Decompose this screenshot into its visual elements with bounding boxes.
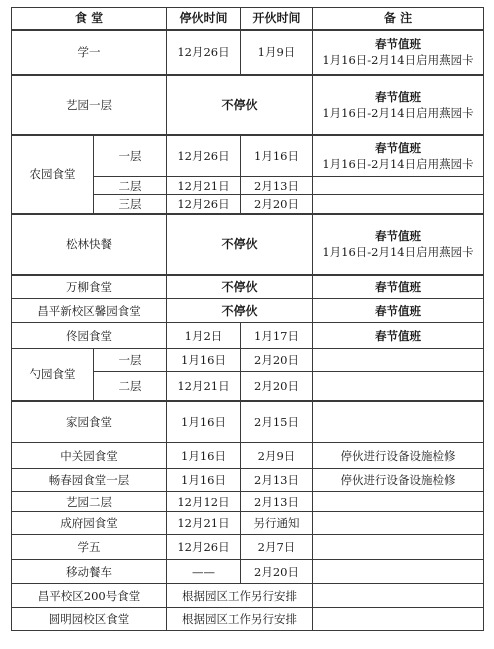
duty-note: 春节值班 [375,229,421,243]
floor-label: 一层 [94,135,167,177]
open-date: 另行通知 [241,512,313,535]
close-date: 1月16日 [167,443,241,469]
card-note: 1月16日-2月14日启用燕园卡 [322,156,474,171]
table-row [12,584,484,608]
repair-note: 停伙进行设备设施检修 [313,469,484,492]
close-date: 1月16日 [167,349,241,372]
table-row [12,512,484,535]
close-date: 12月12日 [167,492,241,512]
canteen-name: 昌平新校区馨园食堂 [12,299,167,323]
table-row [12,492,484,512]
canteen-name: 艺园二层 [12,492,167,512]
table-row [12,323,484,349]
open-date: 1月9日 [241,30,313,75]
card-note: 1月16日-2月14日启用燕园卡 [322,105,474,120]
duty-note: 春节值班 [375,89,421,104]
table-row [12,214,484,275]
table-row [12,349,484,372]
close-date: 12月26日 [167,535,241,560]
duty-note: 春节值班 [313,275,484,299]
table-row [12,560,484,584]
canteen-name: 松林快餐 [12,214,167,275]
note-cell [313,195,484,214]
table-row [12,75,484,135]
close-date: 12月26日 [167,30,241,75]
floor-label: 三层 [94,195,167,214]
table-row [12,535,484,560]
canteen-name: 艺园一层 [12,75,167,135]
table-row [12,443,484,469]
close-date: 12月21日 [167,512,241,535]
canteen-name: 家园食堂 [12,401,167,443]
close-date: 12月21日 [167,177,241,195]
arrangement-note: 根据园区工作另行安排 [167,584,313,608]
canteen-name: 勺园食堂 [12,349,94,401]
header-canteen: 食 堂 [12,8,167,30]
arrangement-note: 根据园区工作另行安排 [167,608,313,631]
open-date: 2月15日 [241,401,313,443]
table-row [12,299,484,323]
header-open-time: 开伙时间 [241,8,313,30]
no-closure: 不停伙 [167,275,313,299]
no-closure: 不停伙 [167,299,313,323]
note-cell [313,135,484,177]
open-date: 2月20日 [241,195,313,214]
close-date: 1月16日 [167,401,241,443]
note-cell [313,349,484,372]
note-cell [313,401,484,443]
no-closure: 不停伙 [167,75,313,135]
open-date: 1月16日 [241,135,313,177]
canteen-name: 移动餐车 [12,560,167,584]
canteen-name: 农园食堂 [12,135,94,214]
table-row [12,469,484,492]
table-row [12,275,484,299]
close-date: 12月26日 [167,135,241,177]
table-row [12,401,484,443]
note-cell [313,30,484,75]
open-date: 2月13日 [241,177,313,195]
header-row [12,8,484,30]
card-note: 1月16日-2月14日启用燕园卡 [322,245,474,259]
canteen-name: 中关园食堂 [12,443,167,469]
canteen-name: 畅春园食堂一层 [12,469,167,492]
canteen-name: 万柳食堂 [12,275,167,299]
floor-label: 二层 [94,177,167,195]
close-date: 1月2日 [167,323,241,349]
canteen-name: 学五 [12,535,167,560]
open-date: 2月7日 [241,535,313,560]
open-date: 2月20日 [241,372,313,401]
duty-note: 春节值班 [313,323,484,349]
close-date: 12月26日 [167,195,241,214]
note-cell [313,214,484,275]
canteen-name: 圆明园校区食堂 [12,608,167,631]
open-date: 2月13日 [241,469,313,492]
duty-note: 春节值班 [375,37,421,51]
floor-label: 二层 [94,372,167,401]
table-row [12,30,484,75]
canteen-name: 成府园食堂 [12,512,167,535]
floor-label: 一层 [94,349,167,372]
card-note: 1月16日-2月14日启用燕园卡 [322,53,474,67]
open-date: 2月20日 [241,349,313,372]
duty-note: 春节值班 [375,140,421,155]
repair-note: 停伙进行设备设施检修 [313,443,484,469]
close-date: —— [167,560,241,584]
no-closure: 不停伙 [167,214,313,275]
canteen-name: 昌平校区200号食堂 [12,584,167,608]
canteen-name: 佟园食堂 [12,323,167,349]
note-cell [313,492,484,512]
note-cell [313,535,484,560]
note-cell [313,372,484,401]
table-row [12,608,484,631]
canteen-schedule-table [11,7,484,631]
open-date: 2月13日 [241,492,313,512]
note-cell [313,608,484,631]
note-cell [313,560,484,584]
note-cell [313,75,484,135]
header-close-time: 停伙时间 [167,8,241,30]
note-cell [313,177,484,195]
note-cell [313,512,484,535]
close-date: 12月21日 [167,372,241,401]
close-date: 1月16日 [167,469,241,492]
header-note: 备 注 [313,8,484,30]
canteen-name: 学一 [12,30,167,75]
open-date: 1月17日 [241,323,313,349]
duty-note: 春节值班 [313,299,484,323]
open-date: 2月20日 [241,560,313,584]
note-cell [313,584,484,608]
table-row [12,135,484,177]
open-date: 2月9日 [241,443,313,469]
